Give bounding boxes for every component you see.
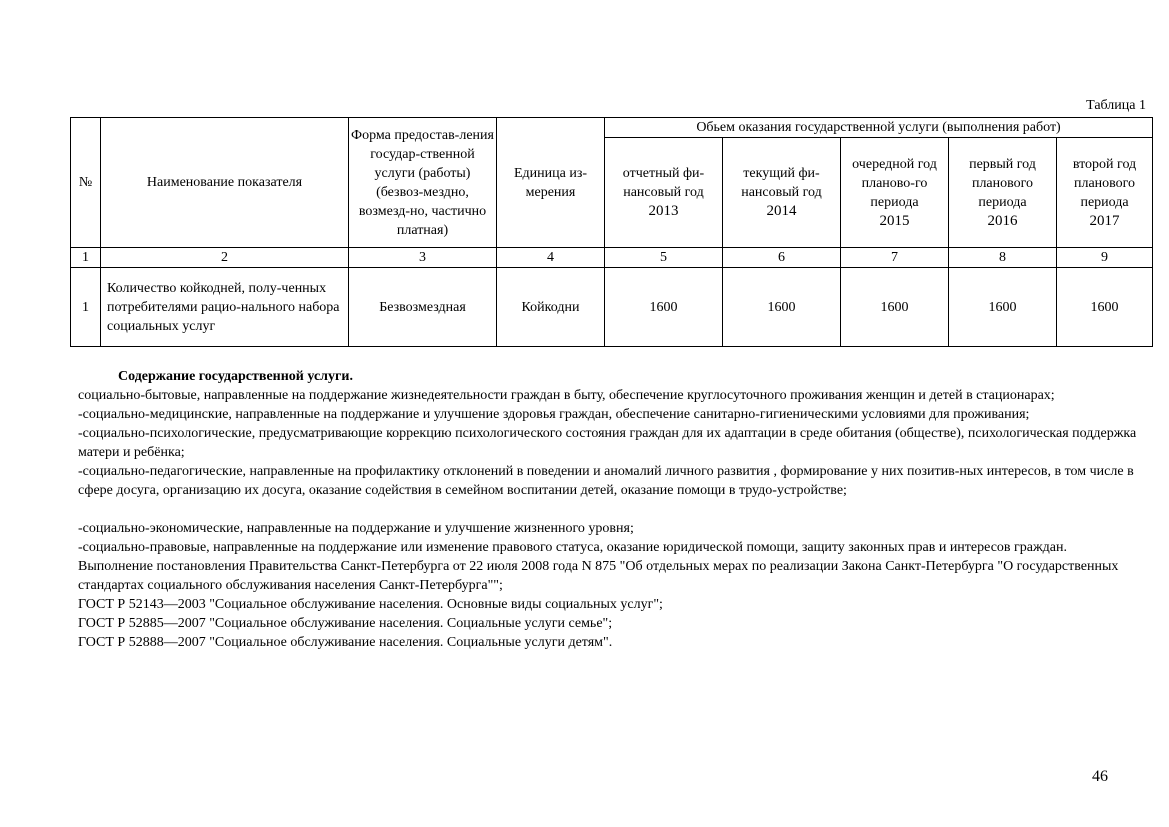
service-content [78,367,1144,652]
column-number: 4 [497,248,605,268]
period-year: 2014 [766,203,797,219]
row-value-2017: 1600 [1057,268,1153,347]
content-paragraph: социально-бытовые, направленные на поддержание жизнедеятельности граждан в быту, обеспечение круглосуточного проживания женщин и детей в стационарах; [78,388,1055,403]
content-paragraph: -социально-экономические, направленные на поддержание и улучшение жизненного уровня; [78,521,634,536]
header-period-5 [1057,138,1153,248]
period-label: очередной год планово-го периода [852,156,937,210]
period-year: 2017 [1089,212,1120,229]
content-paragraph: ГОСТ Р 52143—2003 "Социальное обслуживание населения. Основные виды социальных услуг"; [78,597,663,612]
row-value-2015: 1600 [841,268,949,347]
service-volume-table [70,117,1153,347]
row-value-2016: 1600 [949,268,1057,347]
table-caption: Таблица 1 [1086,98,1146,113]
table-row [71,268,1153,347]
row-name: Количество койкодней, полу-ченных потребителями рацио-нального набора социальных услуг [101,268,349,347]
header-num: № [71,118,101,248]
column-number: 8 [949,248,1057,268]
column-number: 3 [349,248,497,268]
content-paragraph: Выполнение постановления Правительства Санкт-Петербурга от 22 июля 2008 года N 875 "Об отдельных мерах по реализации Закона Санкт-Петербурга "О государственных стандартах социального обслуживания населения Санкт-Петербурга""; [78,559,1119,593]
column-number: 2 [101,248,349,268]
row-num: 1 [71,268,101,347]
period-label: второй год планового периода [1072,156,1137,210]
content-paragraph: -социально-медицинские, направленные на поддержание и улучшение здоровья граждан, обеспечение санитарно-гигиеническими условиями для проживания; [78,407,1030,422]
period-year: 2016 [987,212,1018,229]
content-paragraph: -социально-психологические, предусматривающие коррекцию психологического состояния граждан для их адаптации в среде обитания (обществе), психологическая поддержка матери и ребёнка; [78,426,1137,460]
header-form: Форма предостав-ления государ-ственной услуги (работы) (безвоз-мездно, возмезд-но, частично платная) [349,118,497,248]
column-number: 7 [841,248,949,268]
page-number: 46 [1092,768,1108,785]
content-title: Содержание государственной услуги. [118,369,353,384]
column-number: 5 [605,248,723,268]
header-unit: Единица из-мерения [497,118,605,248]
column-number: 1 [71,248,101,268]
period-label: отчетный фи-нансовый год [622,166,705,200]
column-number: 9 [1057,248,1153,268]
period-year: 2015 [879,212,910,229]
content-paragraph: ГОСТ Р 52888—2007 "Социальное обслуживание населения. Социальные услуги детям". [78,635,613,650]
blank-line [78,500,1144,519]
header-period-4 [949,138,1057,248]
row-value-2013: 1600 [605,268,723,347]
header-name: Наименование показателя [101,118,349,248]
column-numbers-row [71,248,1153,268]
header-volume: Обьем оказания государственной услуги (выполнения работ) [605,118,1153,138]
header-period-2 [723,138,841,248]
row-value-2014: 1600 [723,268,841,347]
header-period-1 [605,138,723,248]
period-year: 2013 [648,203,679,219]
period-label: текущий фи-нансовый год [741,166,822,200]
row-form: Безвозмездная [349,268,497,347]
row-unit: Койкодни [497,268,605,347]
header-period-3 [841,138,949,248]
column-number: 6 [723,248,841,268]
content-paragraph: ГОСТ Р 52885—2007 "Социальное обслуживание населения. Социальные услуги семье"; [78,616,613,631]
content-paragraph: -социально-правовые, направленные на поддержание или изменение правового статуса, оказание юридической помощи, защиту законных прав и интересов граждан. [78,540,1067,555]
content-paragraph: -социально-педагогические, направленные на профилактику отклонений в поведении и аномалий личного развития , формирование у них позитив-ных интересов, в том числе в сфере досуга, организацию их досуга, оказание содействия в семейном воспитании детей, оказание помощи в трудо-устройстве; [78,464,1134,498]
period-label: первый год планового периода [969,156,1036,210]
